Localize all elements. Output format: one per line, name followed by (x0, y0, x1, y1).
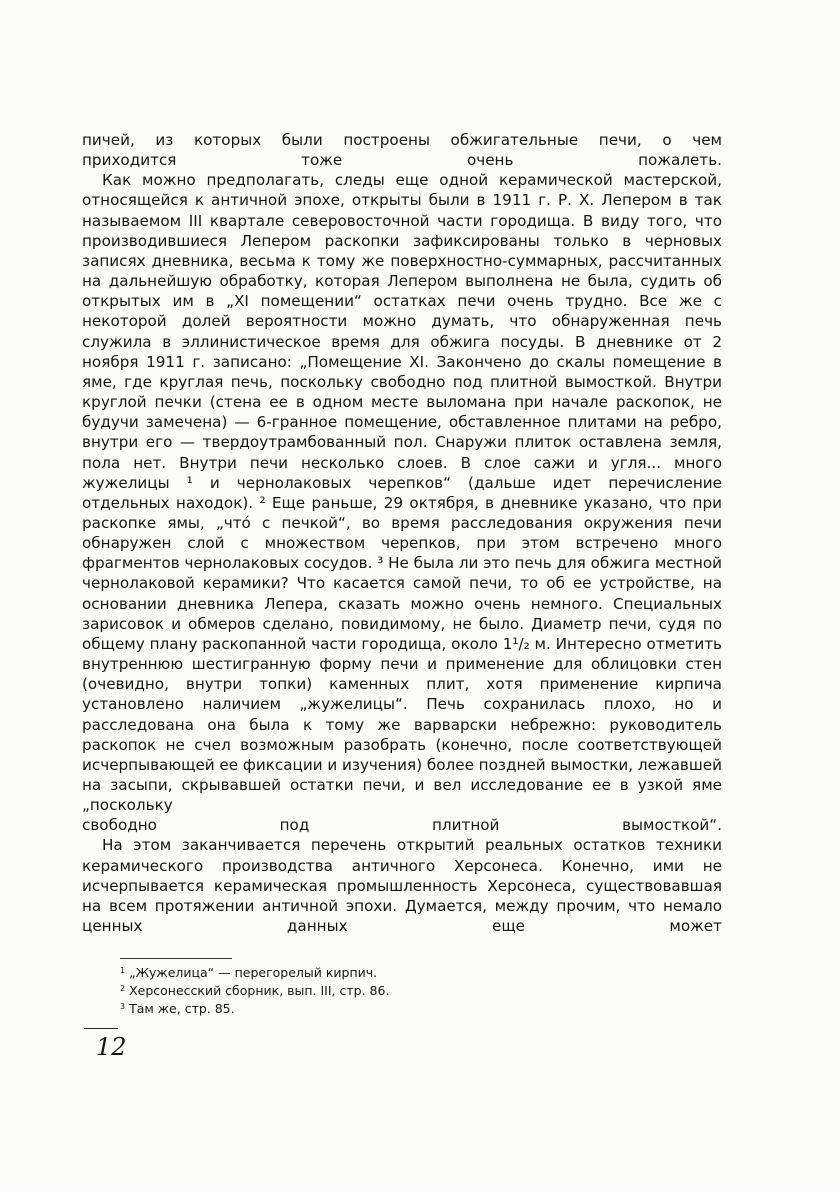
paragraph (82, 835, 722, 936)
footnote-text: Там же, стр. 85. (129, 1001, 235, 1016)
page-number-rule (84, 1028, 118, 1029)
footnote-text: „Жужелица“ — перегорелый кирпич. (129, 965, 378, 980)
footnote-mark: 1 (120, 966, 126, 975)
paragraph-text: На этом заканчивается перечень открытий реальных остатков техники керамического производства античного Херсонеса. Конечно, ими не исчерпывается керамическая промышленность Херсонеса, существовавшая на всем протяжении античной эпохи. Думается, между прочим, что немало ценных данных еще может (82, 836, 722, 936)
footnote (120, 963, 389, 981)
footnote-mark: 3 (120, 1002, 126, 1011)
paragraph-text: пичей, из которых были построены обжигательные печи, о чем (82, 131, 722, 149)
paragraph-last-line: приходится тоже очень пожалеть. (82, 151, 722, 170)
footnote-divider (120, 958, 232, 959)
footnote-mark: 2 (120, 984, 126, 993)
footnote-text: Херсонесский сборник, вып. III, стр. 86. (129, 983, 390, 998)
footnotes (120, 963, 389, 1017)
footnote (120, 999, 389, 1017)
paragraph (82, 170, 722, 835)
paragraph-last-line: свободно под плитной вымосткой“. (82, 816, 722, 835)
page-number: 12 (96, 1033, 127, 1061)
footnote (120, 981, 389, 999)
paragraph (82, 130, 722, 170)
paragraph-text: Как можно предполагать, следы еще одной керамической мастерской, относящейся к античной эпохе, открыты были в 1911 г. Р. Х. Лепером в так называемом III квартале северовосточной части городища. В виду того, что производившиеся Лепером раскопки зафиксированы только в черновых записях дневника, весьма к тому же поверхностно-суммарных, рассчитанных на дальнейшую обработку, которая Лепером выполнена не была, судить об открытых им в „XI помещении“ остатках печи очень трудно. Все же с некоторой долей вероятности можно думать, что обнаруженная печь служила в эллинистическое время для обжига посуды. В дневнике от 2 ноября 1911 г. записано: „Помещение XI. Закончено до скалы помещение в яме, где круглая печь, поскольку свободно под плитной вымосткой. Внутри круглой печки (стена ее в одном месте выломана при начале раскопок, не будучи замечена) — 6-гранное помещение, обставленное плитами на ребро, внутри его — твердоутрамбованный пол. Снаружи плиток оставлена земля, пола нет. Внутри печи несколько слоев. В слое сажи и угля... много жужелицы ¹ и чернолаковых черепков“ (дальше идет перечисление отдельных находок). ² Еще раньше, 29 октября, в дневнике указано, что при раскопке ямы, „что́ с печкой“, во время расследования окружения печи обнаружен слой с множеством черепков, при этом встречено много фрагментов чернолаковых сосудов. ³ Не была ли это печь для обжига местной чернолаковой керамики? Что касается самой печи, то об ее устройстве, на основании дневника Лепера, сказать можно очень немного. Специальных зарисовок и обмеров сделано, повидимому, не было. Диаметр печи, судя по общему плану раскопанной части городища, около 1¹/₂ м. Интересно отметить внутреннюю шестигранную форму печи и применение для облицовки стен (очевидно, внутри топки) каменных плит, хотя применение кирпича установлено наличием „жужелицы“. Печь сохранилась плохо, но и расследована она была к тому же варварски небрежно: руководитель раскопок не счел возможным разобрать (конечно, после соответствующей исчерпывающей ее фиксации и изучения) более поздней вымостки, лежавшей на засыпи, скрывавшей остатки печи, и вел исследование ее в узкой яме „поскольку (82, 171, 722, 815)
body-text (82, 130, 722, 936)
